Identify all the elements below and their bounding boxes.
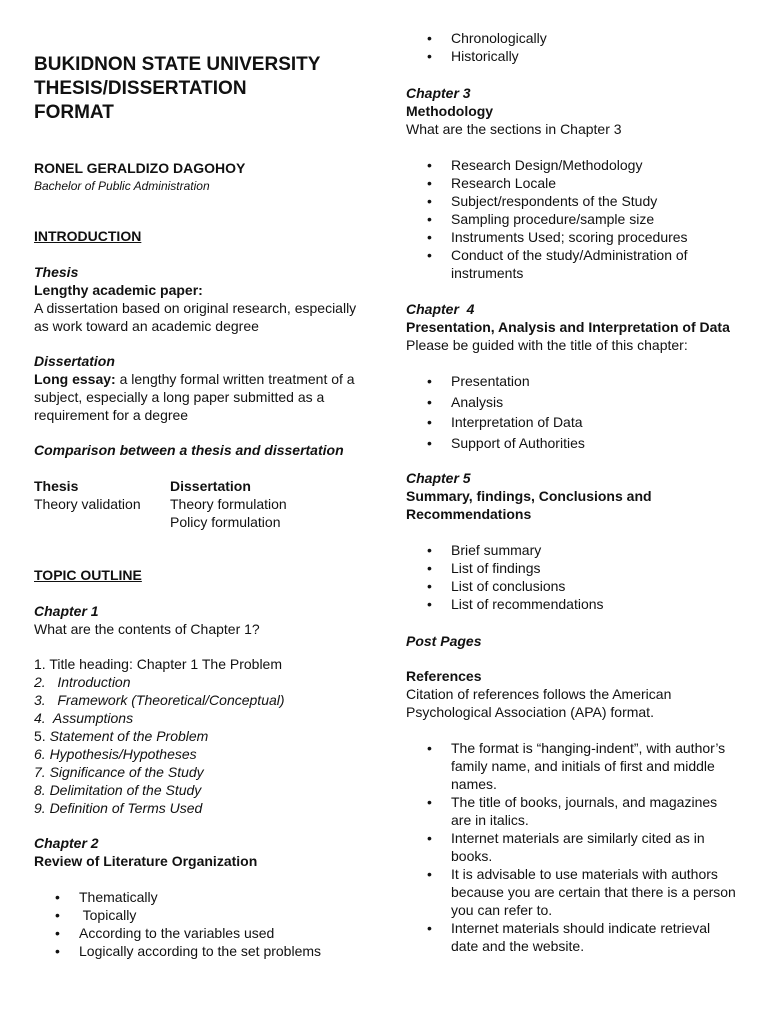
chapter3-label: Chapter 3	[406, 85, 471, 101]
chapter4-label: Chapter 4	[406, 301, 475, 317]
chapter3-question: What are the sections in Chapter 3	[406, 121, 622, 137]
list-item: 3. Framework (Theoretical/Conceptual)	[34, 692, 285, 708]
dissertation-def-text: a lengthy formal written treatment of a subject, especially a long paper submitted as a requirement for a degree	[34, 371, 355, 423]
list-item: • It is advisable to use materials with authors because you are certain that there is a person you can refer to.	[451, 865, 736, 919]
list-item: • Brief summary	[451, 541, 736, 559]
list-item: 5. Statement of the Problem	[34, 728, 209, 744]
chapter4-title: Presentation, Analysis and Interpretation of Data	[406, 319, 730, 335]
chapter2-list	[34, 888, 364, 960]
chapter1-list	[34, 655, 364, 817]
list-item: 4. Assumptions	[34, 710, 134, 726]
thesis-term: Lengthy academic paper:	[34, 282, 203, 298]
list-item: • Conduct of the study/Administration of instruments	[451, 246, 736, 282]
list-item: • Topically	[79, 906, 364, 924]
list-item: 9. Definition of Terms Used	[34, 800, 203, 816]
title-line: THESIS/DISSERTATION	[34, 78, 247, 99]
author-degree: Bachelor of Public Administration	[34, 179, 210, 193]
list-item: • Support of Authorities	[451, 434, 736, 452]
comparison-heading: Comparison between a thesis and dissertation	[34, 442, 344, 458]
introduction-heading: INTRODUCTION	[34, 228, 142, 244]
list-item: • The format is “hanging-indent”, with author’s family name, and initials of first and middle names.	[451, 739, 736, 793]
chapter1-question: What are the contents of Chapter 1?	[34, 621, 260, 637]
list-item: • Internet materials are similarly cited as in books.	[451, 829, 736, 865]
title-line: BUKIDNON STATE UNIVERSITY	[34, 54, 321, 75]
comparison-head-thesis: Thesis	[34, 478, 79, 494]
list-item: • Interpretation of Data	[451, 413, 736, 431]
comparison-cell: Theory formulation	[170, 496, 287, 512]
list-item: • Research Design/Methodology	[451, 156, 736, 174]
comparison-cell: Theory validation	[34, 496, 141, 512]
references-description: Citation of references follows the American Psychological Association (APA) format.	[406, 686, 672, 720]
chapter4-question: Please be guided with the title of this chapter:	[406, 337, 688, 353]
list-item: • Historically	[451, 47, 736, 65]
author-name: RONEL GERALDIZO DAGOHOY	[34, 160, 246, 176]
list-item: • Instruments Used; scoring procedures	[451, 228, 736, 246]
comparison-cell: Policy formulation	[170, 514, 281, 530]
dissertation-definition	[34, 370, 364, 424]
left-column	[34, 0, 364, 960]
dissertation-label: Dissertation	[34, 353, 115, 369]
chapter2-list-continued	[406, 29, 736, 65]
list-item: 6. Hypothesis/Hypotheses	[34, 746, 197, 762]
thesis-label: Thesis	[34, 264, 79, 280]
list-item: • Sampling procedure/sample size	[451, 210, 736, 228]
list-item: • Internet materials should indicate retrieval date and the website.	[451, 919, 736, 955]
list-item: • Analysis	[451, 393, 736, 411]
right-column	[406, 0, 736, 955]
chapter2-label: Chapter 2	[34, 835, 99, 851]
list-item: • List of recommendations	[451, 595, 736, 613]
list-item: 2. Introduction	[34, 674, 131, 690]
comparison-head-dissertation: Dissertation	[170, 478, 251, 494]
title-line: FORMAT	[34, 102, 114, 123]
thesis-definition: A dissertation based on original research, especially as work toward an academic degree	[34, 300, 357, 334]
list-item: • Research Locale	[451, 174, 736, 192]
list-item: • According to the variables used	[79, 924, 364, 942]
chapter5-list	[406, 541, 736, 613]
comparison-cell	[34, 513, 170, 531]
references-list	[406, 739, 736, 955]
list-item: • Logically according to the set problems	[79, 942, 364, 960]
chapter4-list	[406, 372, 736, 452]
references-title: References	[406, 668, 482, 684]
list-item: • Subject/respondents of the Study	[451, 192, 736, 210]
topic-outline-heading: TOPIC OUTLINE	[34, 567, 142, 583]
chapter3-list	[406, 156, 736, 282]
list-item: • Chronologically	[451, 29, 736, 47]
list-item: • The title of books, journals, and magazines are in italics.	[451, 793, 736, 829]
list-item: • Thematically	[79, 888, 364, 906]
document-title	[34, 53, 364, 125]
list-item: 8. Delimitation of the Study	[34, 782, 202, 798]
list-item: • List of conclusions	[451, 577, 736, 595]
dissertation-term: Long essay:	[34, 371, 116, 387]
chapter3-title: Methodology	[406, 103, 494, 119]
chapter1-label: Chapter 1	[34, 603, 99, 619]
list-item: • Presentation	[451, 372, 736, 390]
list-item: 7. Significance of the Study	[34, 764, 204, 780]
chapter5-label: Chapter 5	[406, 470, 471, 486]
post-pages-label: Post Pages	[406, 633, 482, 649]
chapter5-title: Summary, findings, Conclusions and Recommendations	[406, 488, 652, 522]
list-item: • List of findings	[451, 559, 736, 577]
list-item: 1. Title heading: Chapter 1 The Problem	[34, 656, 283, 672]
chapter2-title: Review of Literature Organization	[34, 853, 258, 869]
list-item-text: Statement of the Problem	[49, 728, 209, 744]
comparison-table	[34, 477, 364, 531]
